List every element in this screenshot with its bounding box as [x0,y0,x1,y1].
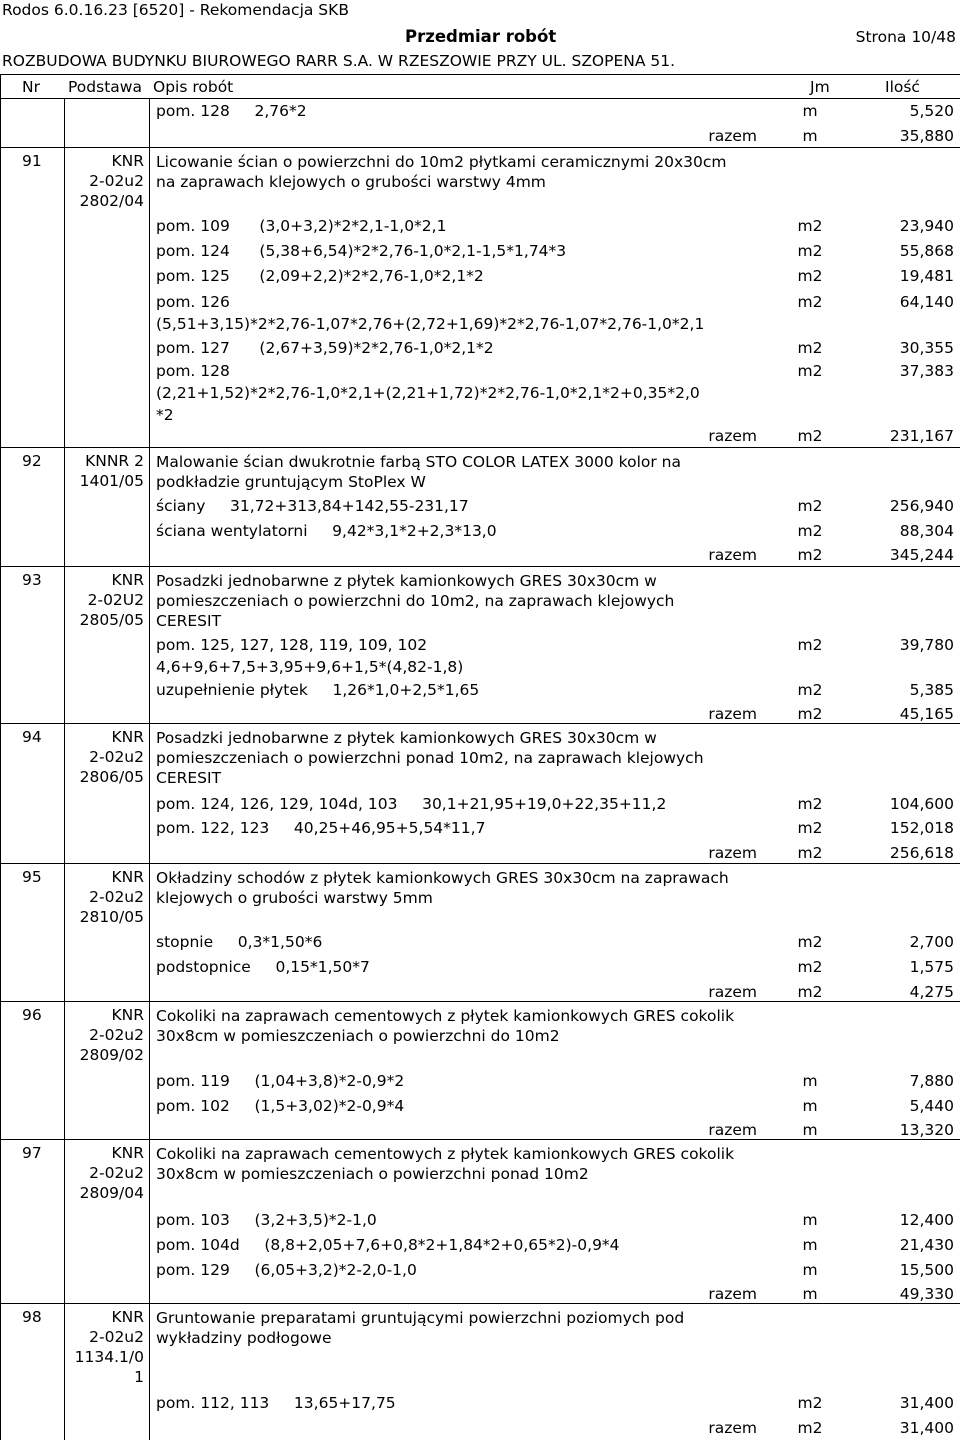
unit: m [802,1261,818,1279]
col-divider-nr [64,98,65,1440]
col-ilosc: Ilość [885,78,920,96]
unit: m2 [797,705,823,723]
unit: m2 [797,427,823,445]
measurement-formula: pom. 129 (6,05+3,2)*2-2,0-1,0 [156,1261,417,1279]
quantity: 88,304 [899,522,954,540]
item-description: pomieszczeniach o powierzchni ponad 10m2, na zaprawach klejowych [156,749,704,767]
quantity: 12,400 [899,1211,954,1229]
quantity: 7,880 [909,1072,954,1090]
unit: m [802,102,818,120]
unit: m [802,1121,818,1139]
quantity: 256,940 [889,497,954,515]
basis-code: 2809/04 [79,1184,144,1202]
quantity: 1,575 [909,958,954,976]
basis-code: 2802/04 [79,192,144,210]
razem-label: razem [708,705,757,723]
razem-quantity: 45,165 [899,705,954,723]
basis-code: 1134.1/0 [74,1348,144,1366]
razem-quantity: 13,320 [899,1121,954,1139]
unit: m2 [797,933,823,951]
basis-code: 1401/05 [79,472,144,490]
quantity: 104,600 [889,795,954,813]
quantity: 39,780 [899,636,954,654]
item-description: pomieszczeniach o powierzchni do 10m2, na zaprawach klejowych [156,592,675,610]
unit: m2 [797,844,823,862]
basis-code: 2-02u2 [89,1026,144,1044]
row-separator [0,723,960,724]
basis-code: KNR [111,728,144,746]
measurement-formula: ściana wentylatorni 9,42*3,1*2+2,3*13,0 [156,522,497,540]
item-description: Gruntowanie preparatami gruntującymi powierzchni poziomych pod [156,1309,685,1327]
basis-code: KNR [111,1006,144,1024]
item-description: Malowanie ścian dwukrotnie farbą STO COLOR LATEX 3000 kolor na [156,453,682,471]
quantity: 5,440 [909,1097,954,1115]
basis-code: KNR [111,152,144,170]
quantity: 19,481 [899,267,954,285]
doc-title: Przedmiar robót [405,27,557,46]
quantity: 23,940 [899,217,954,235]
unit: m2 [797,1419,823,1437]
measurement-formula: pom. 128 2,76*2 [156,102,307,120]
unit: m2 [797,522,823,540]
item-description: CERESIT [156,612,222,630]
quantity: 31,400 [899,1394,954,1412]
unit: m2 [797,636,823,654]
measurement-formula: pom. 128 [156,362,230,380]
item-description: Posadzki jednobarwne z płytek kamionkowych GRES 30x30cm w [156,729,657,747]
razem-quantity: 231,167 [889,427,954,445]
razem-label: razem [708,427,757,445]
item-number: 92 [22,452,42,470]
item-description: Cokoliki na zaprawach cementowych z płytek kamionkowych GRES cokolik [156,1007,735,1025]
col-divider-basis [149,98,150,1440]
quantity: 37,383 [899,362,954,380]
unit: m2 [797,546,823,564]
razem-quantity: 4,275 [909,983,954,1001]
quantity: 15,500 [899,1261,954,1279]
unit: m2 [797,795,823,813]
item-description: na zaprawach klejowych o grubości warstwy 4mm [156,173,546,191]
razem-quantity: 345,244 [889,546,954,564]
measurement-formula: pom. 126 [156,293,230,311]
measurement-formula: pom. 119 (1,04+3,8)*2-0,9*2 [156,1072,405,1090]
basis-code: 1 [134,1368,144,1386]
item-number: 95 [22,868,42,886]
row-separator [0,1303,960,1304]
item-description: podkładzie gruntującym StoPlex W [156,473,426,491]
item-description: Cokoliki na zaprawach cementowych z płytek kamionkowych GRES cokolik [156,1145,735,1163]
unit: m2 [797,217,823,235]
basis-code: 2-02u2 [89,172,144,190]
item-number: 96 [22,1006,42,1024]
col-podstawa: Podstawa [68,78,142,96]
measurement-formula: pom. 109 (3,0+3,2)*2*2,1-1,0*2,1 [156,217,447,235]
unit: m2 [797,242,823,260]
measurement-formula: *2 [156,406,174,424]
basis-code: KNR [111,1308,144,1326]
razem-label: razem [708,1121,757,1139]
basis-code: KNR [111,571,144,589]
unit: m [802,1211,818,1229]
basis-code: 2-02u2 [89,1328,144,1346]
item-description: 30x8cm w pomieszczeniach o powierzchni ponad 10m2 [156,1165,589,1183]
measurement-formula: pom. 125 (2,09+2,2)*2*2,76-1,0*2,1*2 [156,267,484,285]
measurement-formula: pom. 124, 126, 129, 104d, 103 30,1+21,95+19,0+22,35+11,2 [156,795,667,813]
unit: m2 [797,362,823,380]
header-top-rule [0,74,960,75]
program-name: Rodos 6.0.16.23 [6520] - Rekomendacja SKB [2,1,349,19]
row-separator [0,1139,960,1140]
basis-code: 2805/05 [79,611,144,629]
item-number: 93 [22,571,42,589]
table-left-border [0,74,1,1440]
unit: m [802,1285,818,1303]
header-bottom-rule [0,98,960,99]
item-number: 97 [22,1144,42,1162]
razem-label: razem [708,546,757,564]
basis-code: KNNR 2 [85,452,144,470]
unit: m2 [797,293,823,311]
unit: m [802,1236,818,1254]
quantity: 55,868 [899,242,954,260]
basis-code: 2-02U2 [87,591,144,609]
measurement-formula: pom. 122, 123 40,25+46,95+5,54*11,7 [156,819,486,837]
measurement-formula: pom. 103 (3,2+3,5)*2-1,0 [156,1211,377,1229]
item-description: CERESIT [156,769,222,787]
quantity: 5,385 [909,681,954,699]
quantity: 30,355 [899,339,954,357]
basis-code: KNR [111,868,144,886]
razem-label: razem [708,1419,757,1437]
row-separator [0,147,960,148]
basis-code: 2-02u2 [89,1164,144,1182]
row-separator [0,1001,960,1002]
measurement-formula: pom. 124 (5,38+6,54)*2*2,76-1,0*2,1-1,5*1,74*3 [156,242,567,260]
unit: m2 [797,1394,823,1412]
measurement-formula: stopnie 0,3*1,50*6 [156,933,323,951]
item-description: Licowanie ścian o powierzchni do 10m2 płytkami ceramicznymi 20x30cm [156,153,727,171]
quantity: 152,018 [889,819,954,837]
col-opis: Opis robót [153,78,234,96]
basis-code: 2810/05 [79,908,144,926]
razem-label: razem [708,844,757,862]
quantity: 21,430 [899,1236,954,1254]
basis-code: 2-02u2 [89,888,144,906]
item-description: wykładziny podłogowe [156,1329,332,1347]
item-description: 30x8cm w pomieszczeniach o powierzchni do 10m2 [156,1027,560,1045]
unit: m2 [797,497,823,515]
unit: m [802,1072,818,1090]
unit: m2 [797,267,823,285]
quantity: 2,700 [909,933,954,951]
quantity: 5,520 [909,102,954,120]
project-title: ROZBUDOWA BUDYNKU BIUROWEGO RARR S.A. W RZESZOWIE PRZY UL. SZOPENA 51. [2,52,676,70]
unit: m [802,127,818,145]
razem-label: razem [708,127,757,145]
unit: m2 [797,339,823,357]
razem-quantity: 35,880 [899,127,954,145]
razem-quantity: 256,618 [889,844,954,862]
razem-label: razem [708,983,757,1001]
row-separator [0,863,960,864]
row-separator [0,447,960,448]
unit: m2 [797,681,823,699]
item-description: klejowych o grubości warstwy 5mm [156,889,433,907]
col-nr: Nr [22,78,40,96]
razem-label: razem [708,1285,757,1303]
measurement-formula: pom. 125, 127, 128, 119, 109, 102 [156,636,428,654]
item-description: Okładziny schodów z płytek kamionkowych GRES 30x30cm na zaprawach [156,869,729,887]
quantity: 64,140 [899,293,954,311]
item-number: 98 [22,1308,42,1326]
basis-code: KNR [111,1144,144,1162]
col-jm: Jm [810,78,830,96]
measurement-formula: ściany 31,72+313,84+142,55-231,17 [156,497,469,515]
measurement-formula: 4,6+9,6+7,5+3,95+9,6+1,5*(4,82-1,8) [156,658,464,676]
unit: m2 [797,958,823,976]
razem-quantity: 49,330 [899,1285,954,1303]
measurement-formula: pom. 102 (1,5+3,02)*2-0,9*4 [156,1097,405,1115]
basis-code: 2809/02 [79,1046,144,1064]
basis-code: 2-02u2 [89,748,144,766]
measurement-formula: pom. 112, 113 13,65+17,75 [156,1394,396,1412]
row-separator [0,566,960,567]
razem-quantity: 31,400 [899,1419,954,1437]
measurement-formula: pom. 127 (2,67+3,59)*2*2,76-1,0*2,1*2 [156,339,494,357]
measurement-formula: pom. 104d (8,8+2,05+7,6+0,8*2+1,84*2+0,65*2)-0,9*4 [156,1236,620,1254]
basis-code: 2806/05 [79,768,144,786]
measurement-formula: (2,21+1,52)*2*2,76-1,0*2,1+(2,21+1,72)*2*2,76-1,0*2,1*2+0,35*2,0 [156,384,700,402]
page-number: Strona 10/48 [855,28,956,46]
unit: m2 [797,983,823,1001]
unit: m [802,1097,818,1115]
measurement-formula: podstopnice 0,15*1,50*7 [156,958,370,976]
item-number: 94 [22,728,42,746]
measurement-formula: uzupełnienie płytek 1,26*1,0+2,5*1,65 [156,681,480,699]
item-number: 91 [22,152,42,170]
measurement-formula: (5,51+3,15)*2*2,76-1,07*2,76+(2,72+1,69)*2*2,76-1,07*2,76-1,0*2,1 [156,315,705,333]
unit: m2 [797,819,823,837]
item-description: Posadzki jednobarwne z płytek kamionkowych GRES 30x30cm w [156,572,657,590]
